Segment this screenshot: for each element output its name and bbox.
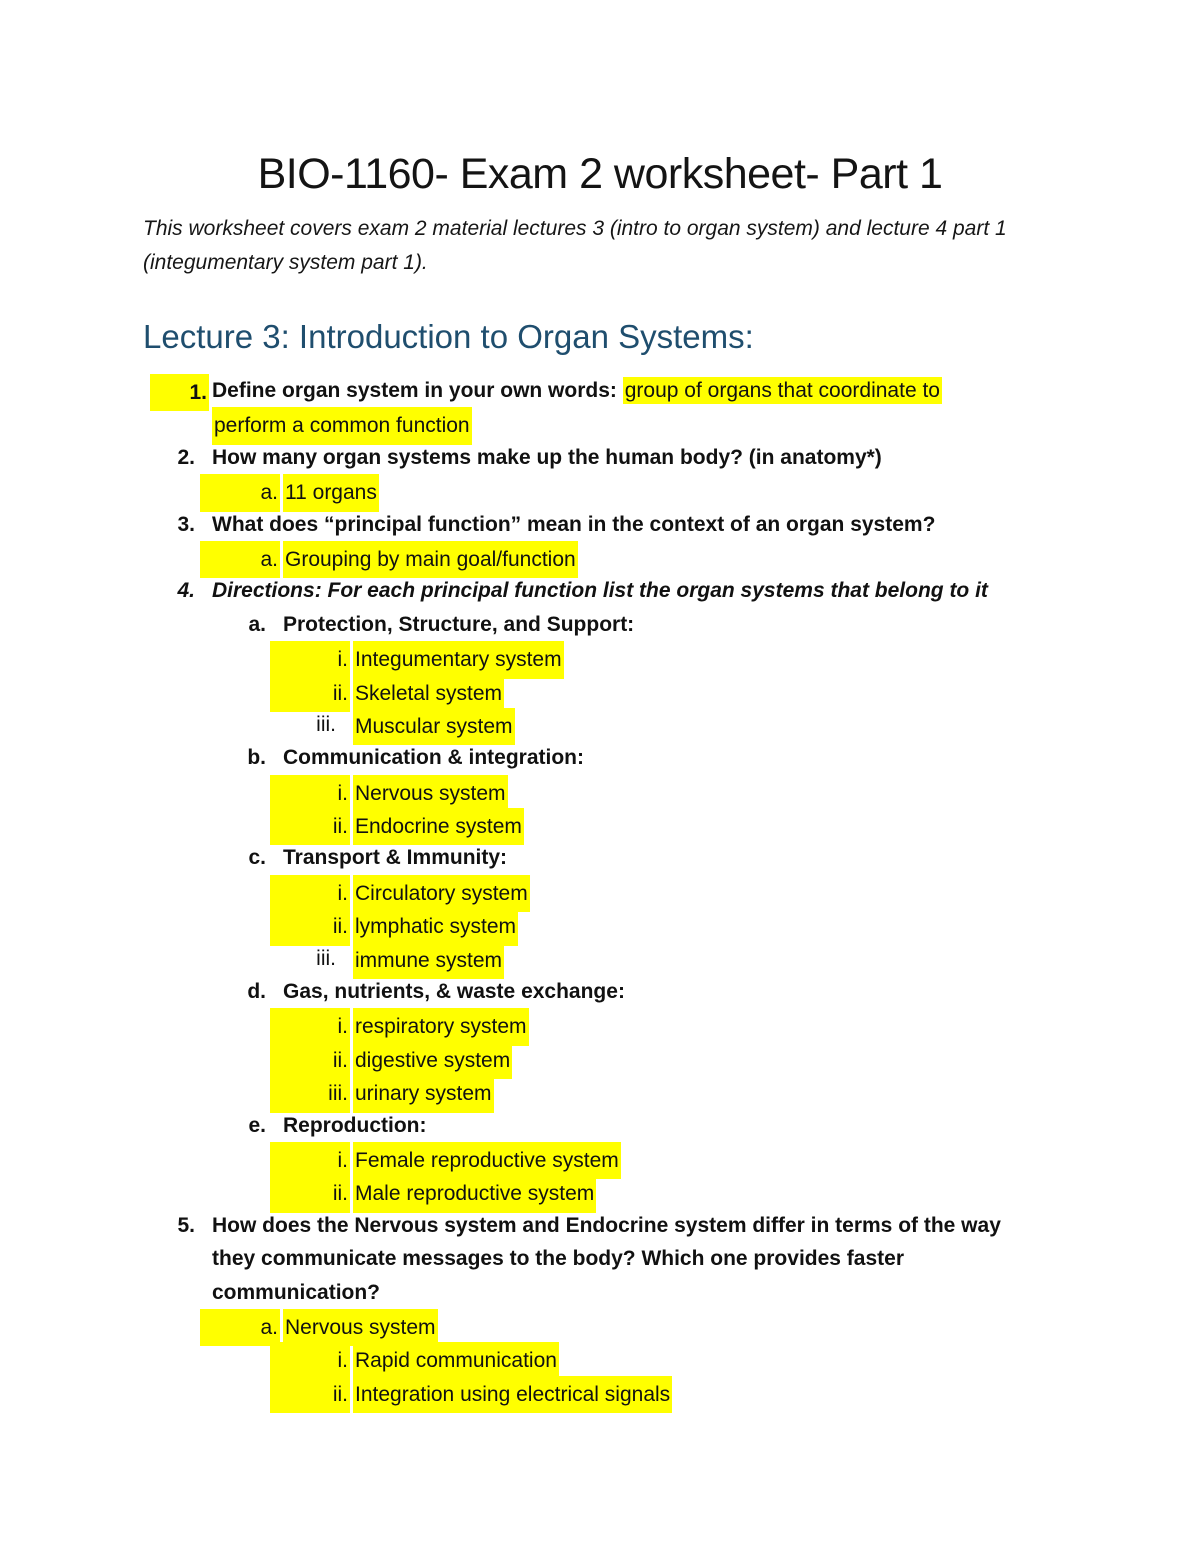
list-roman: iii. <box>270 1075 350 1112</box>
list-letter: c. <box>248 846 266 870</box>
list-roman: i. <box>270 875 350 912</box>
question-prompt: communication? <box>212 1280 381 1304</box>
category-label: Reproduction: <box>283 1113 427 1137</box>
category-label: Gas, nutrients, & waste exchange: <box>283 980 625 1004</box>
list-roman: iii. <box>316 712 336 736</box>
answer-item <box>0 1142 1200 1175</box>
question-2 <box>0 441 1200 474</box>
answer-item <box>0 808 1200 841</box>
answer-text: immune system <box>353 942 504 979</box>
category-label: Protection, Structure, and Support: <box>283 612 635 636</box>
list-number: 2. <box>177 445 195 469</box>
list-roman: iii. <box>316 946 336 970</box>
answer-text: urinary system <box>353 1075 494 1112</box>
question-list <box>0 374 1200 1409</box>
answer-text: Circulatory system <box>353 875 530 912</box>
intro-paragraph: This worksheet covers exam 2 material lectures 3 (intro to organ system) and lecture 4 part 1 (integumentary system part 1). <box>143 217 1007 274</box>
answer-text: perform a common function <box>212 407 472 444</box>
list-roman: ii. <box>270 675 350 712</box>
list-letter: a. <box>200 541 280 578</box>
answer-item <box>0 474 1200 507</box>
answer-text: Muscular system <box>353 708 515 745</box>
answer-item <box>0 908 1200 941</box>
question-prompt: Directions: For each principal function list the organ systems that belong to it <box>212 579 988 603</box>
answer-text: group of organs that coordinate to <box>624 379 940 402</box>
list-number: 3. <box>177 512 195 536</box>
section-heading: Lecture 3: Introduction to Organ Systems: <box>143 318 754 355</box>
question-5 <box>0 1209 1200 1242</box>
question-prompt: What does “principal function” mean in the context of an organ system? <box>212 512 936 536</box>
list-roman: i. <box>270 1008 350 1045</box>
question-prompt: Define organ system in your own words: <box>212 379 617 402</box>
list-number: 4. <box>177 579 195 603</box>
list-roman: i. <box>270 1142 350 1179</box>
list-letter: e. <box>248 1113 266 1137</box>
question-3 <box>0 508 1200 541</box>
list-roman: i. <box>270 1342 350 1379</box>
function-category <box>0 975 1200 1008</box>
list-roman: ii. <box>270 1042 350 1079</box>
question-5-continued <box>0 1242 1200 1275</box>
answer-text: Integration using electrical signals <box>353 1376 672 1413</box>
answer-item <box>0 942 1200 975</box>
function-category <box>0 841 1200 874</box>
answer-text: 11 organs <box>283 474 379 511</box>
answer-text: respiratory system <box>353 1008 529 1045</box>
function-category <box>0 1109 1200 1142</box>
answer-text: Rapid communication <box>353 1342 559 1379</box>
question-1 <box>0 374 1200 407</box>
list-letter: a. <box>200 474 280 511</box>
answer-item <box>0 675 1200 708</box>
question-prompt: How many organ systems make up the human body? (in anatomy*) <box>212 445 882 469</box>
list-roman: ii. <box>270 1376 350 1413</box>
answer-item <box>0 1075 1200 1108</box>
list-letter: a. <box>200 1309 280 1346</box>
answer-item <box>0 641 1200 674</box>
answer-text: Grouping by main goal/function <box>283 541 578 578</box>
list-roman: ii. <box>270 808 350 845</box>
answer-item <box>0 1008 1200 1041</box>
question-5-continued <box>0 1276 1200 1309</box>
answer-item <box>0 1309 1200 1342</box>
category-label: Communication & integration: <box>283 746 584 770</box>
category-label: Transport & Immunity: <box>283 846 508 870</box>
list-roman: ii. <box>270 1175 350 1212</box>
question-prompt: they communicate messages to the body? Which one provides faster <box>212 1247 904 1271</box>
list-letter: b. <box>247 746 266 770</box>
answer-text: Nervous system <box>353 775 508 812</box>
answer-text: Integumentary system <box>353 641 564 678</box>
answer-text: Nervous system <box>283 1309 438 1346</box>
function-category <box>0 741 1200 774</box>
answer-item <box>0 1042 1200 1075</box>
answer-text: Endocrine system <box>353 808 524 845</box>
list-roman: i. <box>270 641 350 678</box>
answer-item <box>0 1342 1200 1375</box>
page-title: BIO-1160- Exam 2 worksheet- Part 1 <box>257 150 943 198</box>
list-roman: ii. <box>270 908 350 945</box>
question-1-continued <box>0 407 1200 440</box>
question-prompt: How does the Nervous system and Endocrine system differ in terms of the way <box>212 1213 1001 1237</box>
list-letter: a. <box>248 612 266 636</box>
answer-item <box>0 875 1200 908</box>
answer-text: digestive system <box>353 1042 512 1079</box>
answer-text: Skeletal system <box>353 675 504 712</box>
list-number: 1. <box>150 374 209 411</box>
answer-item <box>0 1376 1200 1409</box>
answer-text: Female reproductive system <box>353 1142 621 1179</box>
answer-item <box>0 775 1200 808</box>
function-category <box>0 608 1200 641</box>
answer-item <box>0 541 1200 574</box>
answer-item <box>0 708 1200 741</box>
list-number: 5. <box>177 1213 195 1237</box>
answer-item <box>0 1175 1200 1208</box>
answer-text: Male reproductive system <box>353 1175 596 1212</box>
list-roman: i. <box>270 775 350 812</box>
answer-text: lymphatic system <box>353 908 518 945</box>
list-letter: d. <box>247 980 266 1004</box>
question-4 <box>0 574 1200 607</box>
